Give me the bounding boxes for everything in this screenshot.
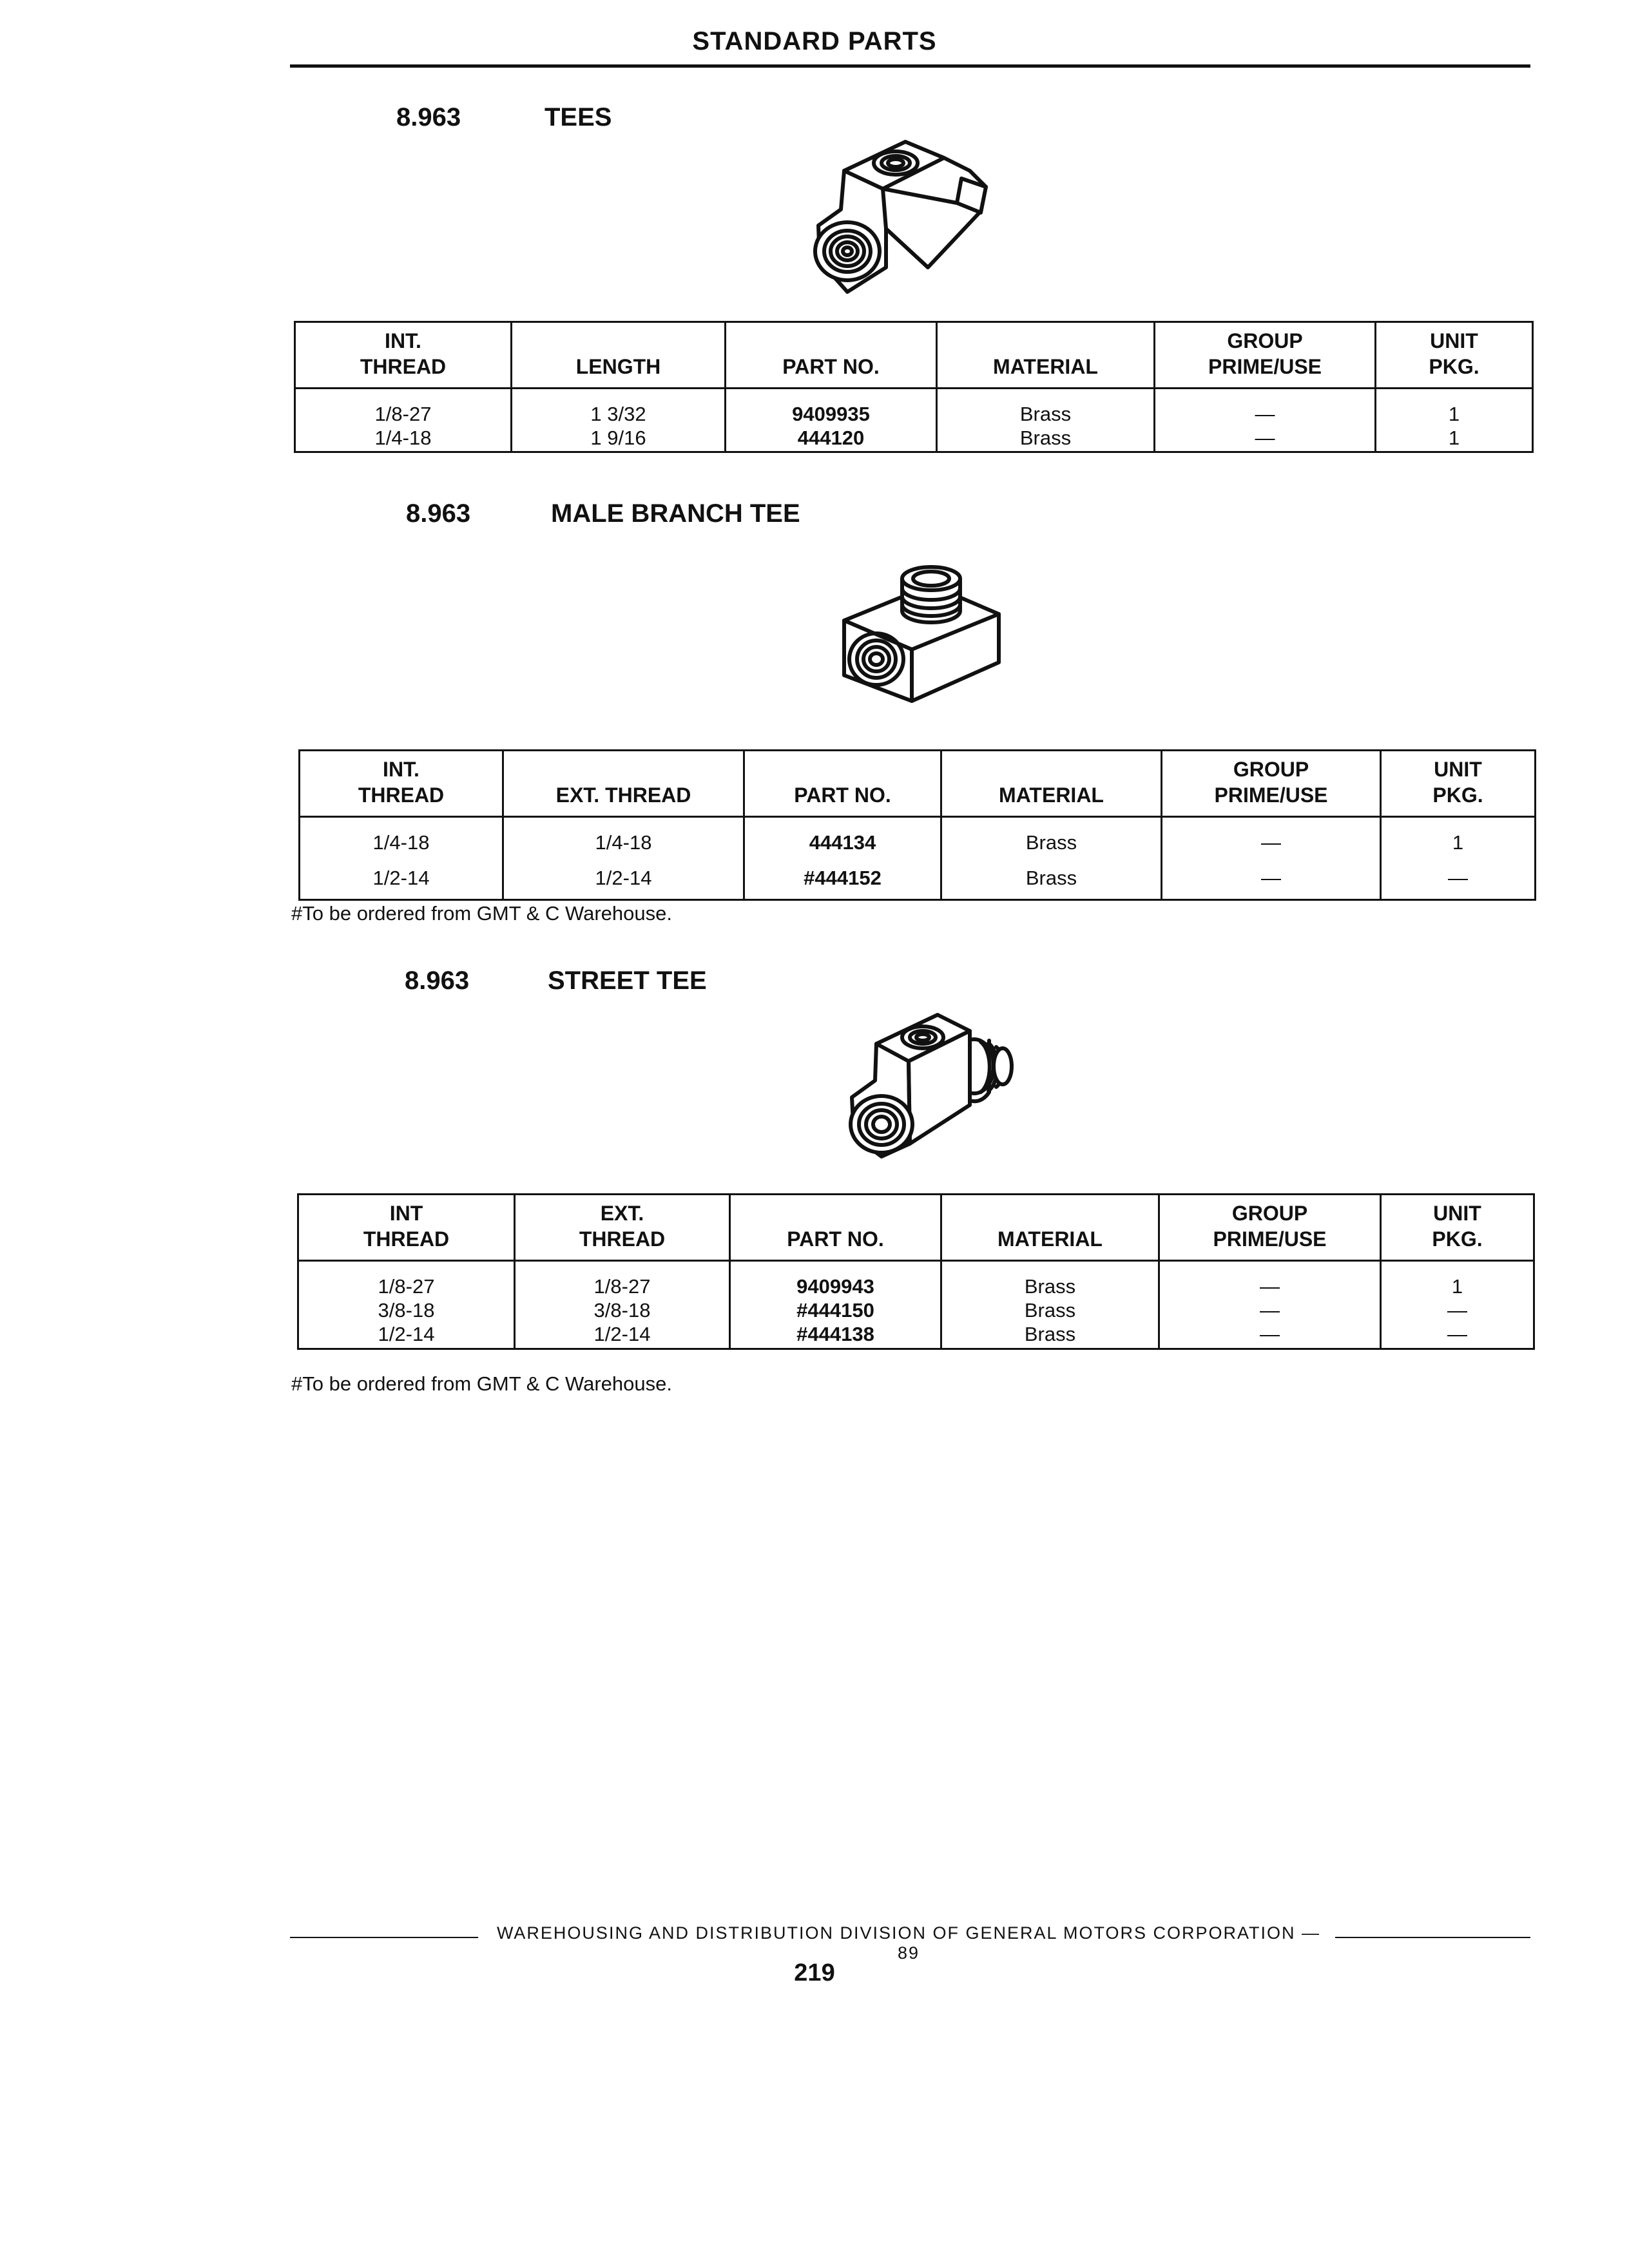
cell-ext-thread: 1/4-18 [503,817,744,867]
column-header-int-thread: INT. THREAD [295,322,512,389]
table-row [300,817,1536,867]
column-header-material: MATERIAL [941,751,1162,817]
cell-material: Brass [941,1298,1159,1322]
cell-unit-pkg: — [1381,1322,1534,1349]
column-header-ext-thread: EXT. THREAD [515,1195,730,1261]
column-header-unit-pkg: UNIT PKG. [1381,1195,1534,1261]
cell-group: — [1162,817,1381,867]
column-header-material: MATERIAL [941,1195,1159,1261]
section-title: TEES [545,103,612,131]
cell-group: — [1155,426,1376,452]
cell-group: — [1162,866,1381,900]
cell-ext-thread: 1/2-14 [515,1322,730,1349]
cell-material: Brass [937,426,1155,452]
column-header-int-thread: INT THREAD [298,1195,515,1261]
parts-table-male-branch-tee [298,749,1536,901]
table-row [298,1298,1534,1322]
footer-rule-left [290,1937,478,1938]
header-rule [290,64,1530,68]
cell-material: Brass [941,1322,1159,1349]
cell-unit-pkg: 1 [1376,426,1533,452]
page-number: 219 [794,1959,835,1986]
cell-int-thread: 1/4-18 [295,426,512,452]
cell-material: Brass [941,866,1162,900]
cell-part-no: #444152 [744,866,941,900]
cell-int-thread: 1/2-14 [298,1322,515,1349]
cell-part-no: 9409943 [730,1261,941,1299]
column-header-unit-pkg: UNIT PKG. [1381,751,1536,817]
section-number: 8.963 [406,499,471,528]
cell-unit-pkg: 1 [1381,817,1536,867]
cell-part-no: 444134 [744,817,941,867]
footer-rule-right [1335,1937,1530,1938]
cell-part-no: #444150 [730,1298,941,1322]
cell-part-no: 444120 [726,426,937,452]
table-row [295,389,1533,427]
street-tee-icon [831,1002,1018,1166]
cell-int-thread: 1/8-27 [298,1261,515,1299]
cell-material: Brass [941,817,1162,867]
tee-fitting-icon [793,132,999,306]
cell-part-no: #444138 [730,1322,941,1349]
column-header-ext-thread: EXT. THREAD [503,751,744,817]
footnote: #To be ordered from GMT & C Warehouse. [291,902,672,925]
cell-unit-pkg: 1 [1381,1261,1534,1299]
cell-group: — [1159,1322,1381,1349]
column-header-group: GROUP PRIME/USE [1155,322,1376,389]
cell-int-thread: 1/2-14 [300,866,503,900]
cell-int-thread: 3/8-18 [298,1298,515,1322]
table-row [295,426,1533,452]
cell-unit-pkg: 1 [1376,389,1533,427]
cell-ext-thread: 1/2-14 [503,866,744,900]
parts-table-street-tee [297,1193,1535,1350]
column-header-part-no: PART NO. [730,1195,941,1261]
column-header-length: LENGTH [512,322,726,389]
cell-group: — [1159,1298,1381,1322]
cell-material: Brass [941,1261,1159,1299]
cell-material: Brass [937,389,1155,427]
running-head: STANDARD PARTS [692,27,937,55]
cell-ext-thread: 1/8-27 [515,1261,730,1299]
section-title: STREET TEE [548,966,707,995]
section-title: MALE BRANCH TEE [551,499,800,528]
cell-int-thread: 1/4-18 [300,817,503,867]
cell-int-thread: 1/8-27 [295,389,512,427]
table-row [298,1322,1534,1349]
cell-unit-pkg: — [1381,866,1536,900]
cell-ext-thread: 3/8-18 [515,1298,730,1322]
cell-length: 1 3/32 [512,389,726,427]
column-header-unit-pkg: UNIT PKG. [1376,322,1533,389]
cell-unit-pkg: — [1381,1298,1534,1322]
section-number: 8.963 [405,966,470,995]
cell-length: 1 9/16 [512,426,726,452]
table-row [298,1261,1534,1299]
cell-group: — [1159,1261,1381,1299]
column-header-part-no: PART NO. [744,751,941,817]
footer-text: WAREHOUSING AND DISTRIBUTION DIVISION OF GENERAL MOTORS CORPORATION — 89 [496,1923,1321,1963]
parts-table-tees [294,321,1534,453]
section-number: 8.963 [396,103,461,131]
table-row [300,866,1536,900]
column-header-part-no: PART NO. [726,322,937,389]
column-header-group: GROUP PRIME/USE [1159,1195,1381,1261]
male-branch-tee-icon [831,553,1012,714]
footnote: #To be ordered from GMT & C Warehouse. [291,1372,672,1395]
column-header-int-thread: INT. THREAD [300,751,503,817]
column-header-group: GROUP PRIME/USE [1162,751,1381,817]
cell-group: — [1155,389,1376,427]
cell-part-no: 9409935 [726,389,937,427]
column-header-material: MATERIAL [937,322,1155,389]
